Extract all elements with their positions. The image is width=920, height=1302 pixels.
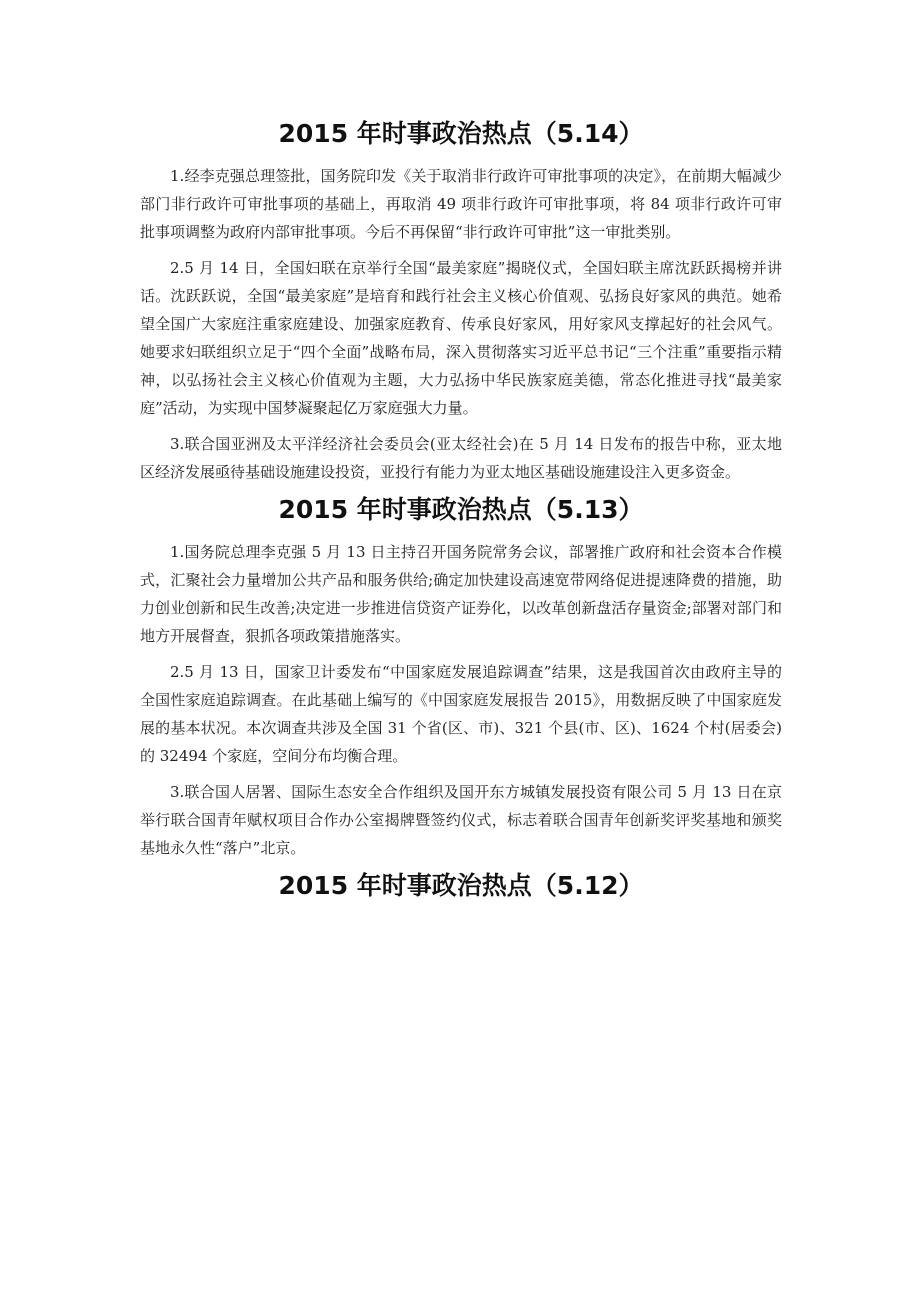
spacer bbox=[140, 154, 782, 162]
paragraph-514-1: 1.经李克强总理签批，国务院印发《关于取消非行政许可审批事项的决定》，在前期大幅减少部门非行政许可审批事项的基础上，再取消 49 项非行政许可审批事项，将 84 项非行政许可审批事项调整为政府内部审批事项。今后不再保留“非行政许可审批”这一审批类别。 bbox=[140, 167, 782, 241]
spacer bbox=[140, 770, 782, 778]
spacer bbox=[140, 422, 782, 430]
paragraph-513-2: 2.5 月 13 日，国家卫计委发布“中国家庭发展追踪调查”结果，这是我国首次由政府主导的全国性家庭追踪调查。在此基础上编写的《中国家庭发展报告 2015》，用数据反映了中国家庭发展的基本状况。本次调查共涉及全国 31 个省(区、市)、321 个县(市、区)、1624 个村(居委会)的 32494 个家庭，空间分布均衡合理。 bbox=[140, 663, 782, 765]
paragraph-513-1: 1.国务院总理李克强 5 月 13 日主持召开国务院常务会议，部署推广政府和社会资本合作模式，汇聚社会力量增加公共产品和服务供给;确定加快建设高速宽带网络促进提速降费的措施，助力创业创新和民生改善;决定进一步推进信贷资产证券化，以改革创新盘活存量资金;部署对部门和地方开展督查，狠抓各项政策措施落实。 bbox=[140, 543, 782, 645]
top-margin bbox=[140, 0, 782, 114]
document-page bbox=[140, 0, 782, 906]
spacer bbox=[140, 246, 782, 254]
paragraph-513-3: 3.联合国人居署、国际生态安全合作组织及国开东方城镇发展投资有限公司 5 月 13 日在京举行联合国青年赋权项目合作办公室揭牌暨签约仪式，标志着联合国青年创新奖评奖基地和颁奖基地永久性“落户”北京。 bbox=[140, 783, 782, 857]
paragraph-514-2: 2.5 月 14 日，全国妇联在京举行全国“最美家庭”揭晓仪式，全国妇联主席沈跃跃揭榜并讲话。沈跃跃说，全国“最美家庭”是培育和践行社会主义核心价值观、弘扬良好家风的典范。她希望全国广大家庭注重家庭建设、加强家庭教育、传承良好家风，用好家风支撑起好的社会风气。她要求妇联组织立足于“四个全面”战略布局，深入贯彻落实习近平总书记“三个注重”重要指示精神，以弘扬社会主义核心价值观为主题，大力弘扬中华民族家庭美德，常态化推进寻找“最美家庭”活动，为实现中国梦凝聚起亿万家庭强大力量。 bbox=[140, 259, 782, 417]
paragraph-514-3: 3.联合国亚洲及太平洋经济社会委员会(亚太经社会)在 5 月 14 日发布的报告中称，亚太地区经济发展亟待基础设施建设投资，亚投行有能力为亚太地区基础设施建设注入更多资金。 bbox=[140, 435, 782, 481]
spacer bbox=[140, 530, 782, 538]
section-title-512: 2015 年时事政治热点（5.12） bbox=[278, 871, 644, 900]
section-title-514: 2015 年时事政治热点（5.14） bbox=[278, 119, 644, 148]
spacer bbox=[140, 650, 782, 658]
section-title-513: 2015 年时事政治热点（5.13） bbox=[278, 495, 644, 524]
